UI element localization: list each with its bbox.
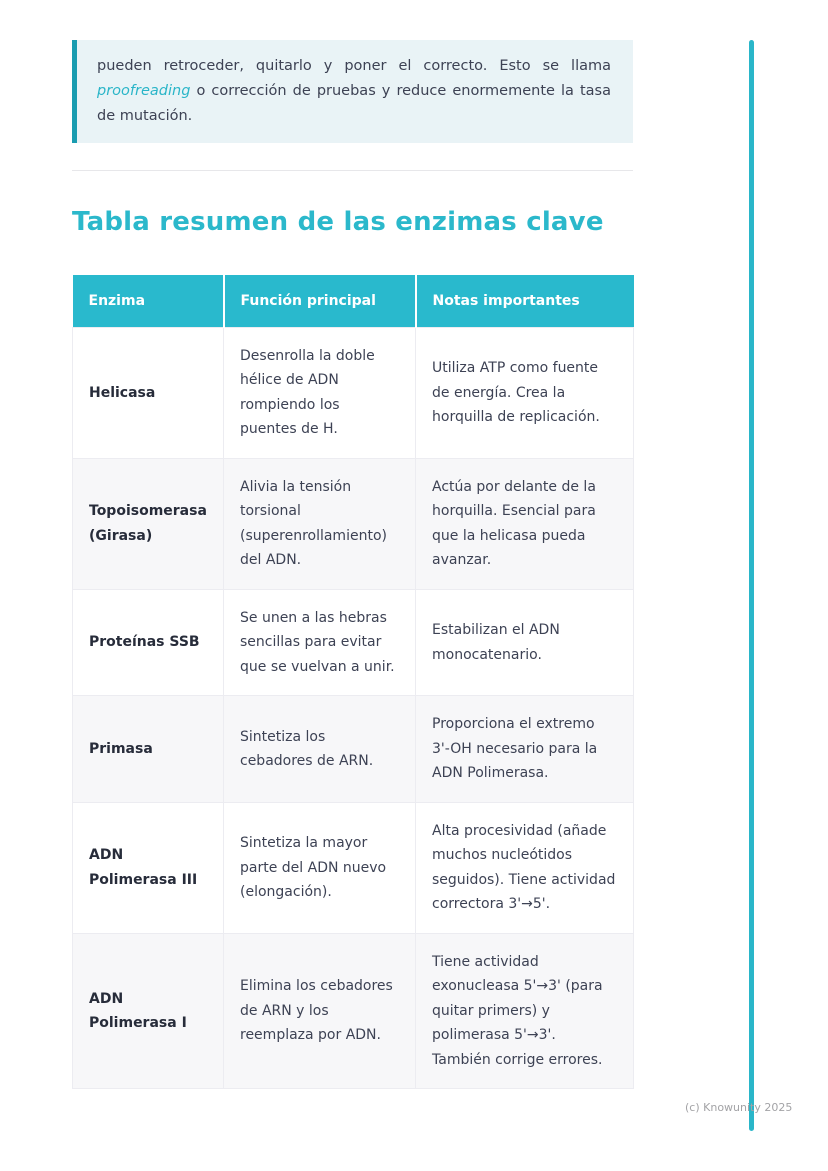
callout-text-before: pueden retroceder, quitarlo y poner el correcto. Esto se llama: [97, 58, 611, 74]
cell-notes: Actúa por delante de la horquilla. Esencial para que la helicasa pueda avanzar.: [416, 458, 634, 589]
column-header-notas: Notas importantes: [416, 275, 634, 328]
table-row-adn-polimerasa-iii: [73, 802, 634, 933]
table-row-helicasa: [73, 327, 634, 458]
callout-box: [72, 40, 633, 143]
cell-enzyme-name: ADN Polimerasa III: [73, 802, 224, 933]
section-divider: [72, 170, 633, 171]
cell-enzyme-name: ADN Polimerasa I: [73, 933, 224, 1089]
cell-notes: Estabilizan el ADN monocatenario.: [416, 589, 634, 696]
cell-notes: Utiliza ATP como fuente de energía. Crea la horquilla de replicación.: [416, 327, 634, 458]
cell-function: Sintetiza la mayor parte del ADN nuevo (elongación).: [224, 802, 416, 933]
cell-notes: Tiene actividad exonucleasa 5'→3' (para quitar primers) y polimerasa 5'→3'. También corrige errores.: [416, 933, 634, 1089]
column-header-enzima: Enzima: [73, 275, 224, 328]
cell-function: Desenrolla la doble hélice de ADN rompiendo los puentes de H.: [224, 327, 416, 458]
cell-function: Elimina los cebadores de ARN y los reemplaza por ADN.: [224, 933, 416, 1089]
proofreading-term: proofreading: [97, 82, 191, 99]
page-content: [72, 40, 633, 1089]
table-row-topoisomerasa: [73, 458, 634, 589]
cell-enzyme-name: Topoisomerasa (Girasa): [73, 458, 224, 589]
column-header-funcion: Función principal: [224, 275, 416, 328]
cell-function: Alivia la tensión torsional (superenrollamiento) del ADN.: [224, 458, 416, 589]
table-header-row: [73, 275, 634, 328]
cell-notes: Proporciona el extremo 3'-OH necesario para la ADN Polimerasa.: [416, 696, 634, 803]
table-row-adn-polimerasa-i: [73, 933, 634, 1089]
callout-text: [97, 54, 611, 129]
table-row-primasa: [73, 696, 634, 803]
table-row-proteinas-ssb: [73, 589, 634, 696]
section-heading: Tabla resumen de las enzimas clave: [72, 206, 604, 237]
cell-enzyme-name: Proteínas SSB: [73, 589, 224, 696]
callout-text-after: o corrección de pruebas y reduce enormemente la tasa de mutación.: [97, 82, 611, 124]
cell-function: Se unen a las hebras sencillas para evitar que se vuelvan a unir.: [224, 589, 416, 696]
enzyme-table: [72, 275, 634, 1090]
cell-function: Sintetiza los cebadores de ARN.: [224, 696, 416, 803]
watermark: (c) Knowunity 2025: [685, 1101, 793, 1114]
page-edge-scrollbar[interactable]: [749, 40, 754, 1131]
cell-enzyme-name: Helicasa: [73, 327, 224, 458]
cell-enzyme-name: Primasa: [73, 696, 224, 803]
cell-notes: Alta procesividad (añade muchos nucleótidos seguidos). Tiene actividad correctora 3'→5'.: [416, 802, 634, 933]
